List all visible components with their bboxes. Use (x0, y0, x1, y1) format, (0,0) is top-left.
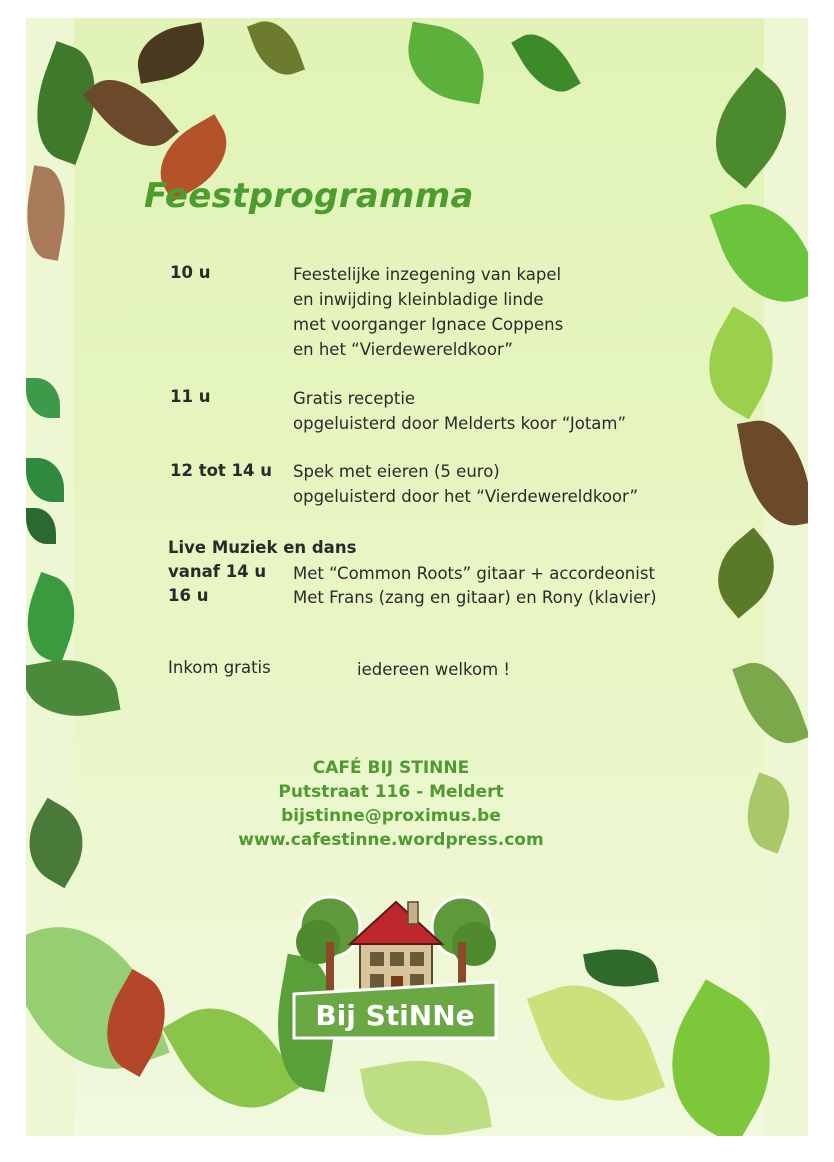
cafe-email: bijstinne@proximus.be (281, 806, 501, 826)
bij-stinne-logo (290, 872, 500, 1044)
program-line: Spek met eieren (5 euro) (293, 462, 500, 481)
welcome-note: iedereen welkom ! (357, 660, 511, 679)
program-time: 11 u (170, 387, 211, 406)
cafe-name: CAFÉ BIJ STINNE (312, 758, 470, 778)
program-line: en inwijding kleinbladige linde (293, 290, 544, 309)
music-time: vanaf 14 u (168, 562, 267, 581)
program-line: opgeluisterd door het “Vierdewereldkoor” (293, 487, 639, 506)
logo-text: Bij StiNNe (315, 999, 475, 1032)
program-line: Gratis receptie (293, 389, 416, 408)
music-time: 16 u (168, 586, 209, 605)
program-line: met voorganger Ignace Coppens (293, 315, 564, 334)
program-line: opgeluisterd door Melderts koor “Jotam” (293, 414, 627, 433)
program-time: 12 tot 14 u (170, 461, 273, 480)
music-text: Met “Common Roots” gitaar + accordeonist (293, 564, 655, 583)
music-text: Met Frans (zang en gitaar) en Rony (klavier) (293, 588, 657, 607)
music-heading: Live Muziek en dans (168, 538, 357, 557)
entry-note: Inkom gratis (168, 658, 271, 677)
cafe-website: www.cafestinne.wordpress.com (238, 830, 544, 850)
program-line: Feestelijke inzegening van kapel (293, 265, 562, 284)
program-line: en het “Vierdewereldkoor” (293, 340, 513, 359)
program-time: 10 u (170, 263, 211, 282)
cafe-address: Putstraat 116 - Meldert (278, 782, 504, 802)
page-title: Feestprogramma (144, 176, 474, 216)
